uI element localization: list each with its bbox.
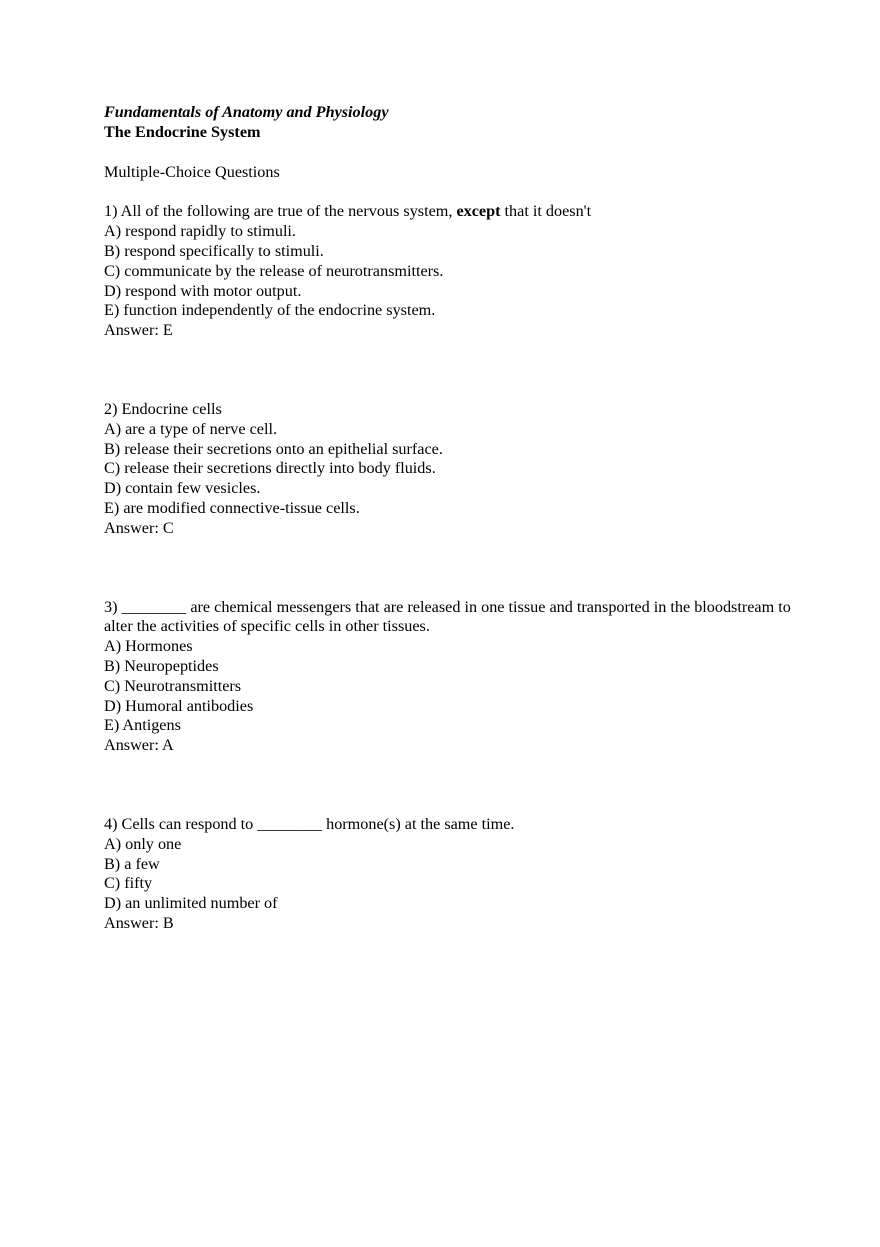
question-stem: 4) Cells can respond to ________ hormone(s) at the same time.	[104, 814, 515, 833]
option-b: B) release their secretions onto an epithelial surface.	[104, 439, 443, 458]
question-stem: 3) ________ are chemical messengers that are released in one tissue and transported in the bloodstream to alter the activities of specific cells in other tissues.	[104, 597, 791, 636]
option-d: D) respond with motor output.	[104, 281, 302, 300]
option-c: C) communicate by the release of neurotransmitters.	[104, 261, 444, 280]
section-label: Multiple-Choice Questions	[104, 162, 280, 181]
option-e: E) Antigens	[104, 716, 181, 735]
question-4	[104, 815, 804, 934]
option-b: B) a few	[104, 854, 160, 873]
question-1	[104, 202, 804, 341]
stem-emphasis: except	[456, 202, 501, 221]
option-b: B) respond specifically to stimuli.	[104, 241, 324, 260]
answer: Answer: E	[104, 321, 173, 340]
answer: Answer: C	[104, 518, 174, 537]
option-a: A) Hormones	[104, 637, 193, 656]
option-e: E) function independently of the endocrine system.	[104, 301, 436, 320]
question-stem: 2) Endocrine cells	[104, 399, 222, 418]
option-c: C) Neurotransmitters	[104, 676, 242, 695]
option-d: D) Humoral antibodies	[104, 696, 254, 715]
question-3	[104, 598, 804, 756]
option-e: E) are modified connective-tissue cells.	[104, 498, 360, 517]
answer: Answer: A	[104, 736, 174, 755]
option-a: A) respond rapidly to stimuli.	[104, 222, 296, 241]
option-b: B) Neuropeptides	[104, 656, 219, 675]
stem-prefix: 1) All of the following are true of the nervous system,	[104, 202, 457, 221]
stem-suffix: that it doesn't	[500, 202, 592, 221]
question-2	[104, 400, 804, 539]
option-c: C) release their secretions directly into body fluids.	[104, 459, 436, 478]
chapter-title: The Endocrine System	[104, 122, 261, 141]
answer: Answer: B	[104, 913, 174, 932]
option-d: D) an unlimited number of	[104, 894, 278, 913]
option-a: A) only one	[104, 834, 182, 853]
document-page	[104, 103, 804, 934]
option-d: D) contain few vesicles.	[104, 479, 261, 498]
book-title: Fundamentals of Anatomy and Physiology	[104, 103, 389, 121]
question-stem	[104, 202, 804, 222]
option-c: C) fifty	[104, 874, 153, 893]
option-a: A) are a type of nerve cell.	[104, 419, 278, 438]
